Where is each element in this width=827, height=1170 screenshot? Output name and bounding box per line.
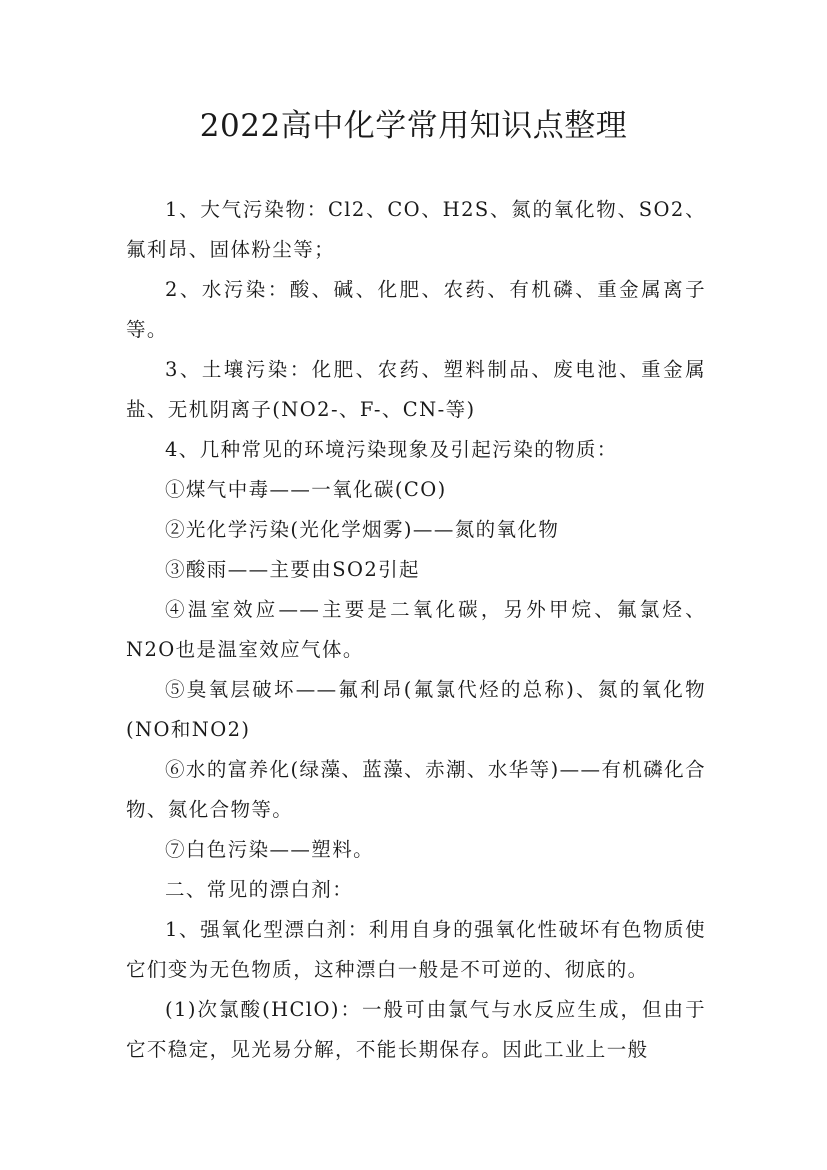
paragraph: ④温室效应——主要是二氧化碳，另外甲烷、氟氯烃、N2O也是温室效应气体。 [126,598,706,661]
paragraph: ②光化学污染(光化学烟雾)——氮的氧化物 [165,518,560,541]
paragraph: ⑤臭氧层破坏——氟利昂(氟氯代烃的总称)、氮的氧化物(NO和NO2) [126,678,706,741]
paragraph: 3、土壤污染：化肥、农药、塑料制品、废电池、重金属盐、无机阴离子(NO2-、F-、CN-等) [126,358,706,421]
paragraph: 4、几种常见的环境污染现象及引起污染的物质： [165,438,618,461]
paragraph: ①煤气中毒——一氧化碳(CO) [165,478,447,501]
document-body [126,190,706,1070]
paragraph: 2、水污染：酸、碱、化肥、农药、有机磷、重金属离子等。 [126,278,706,341]
paragraph: ⑥水的富养化(绿藻、蓝藻、赤潮、水华等)——有机磷化合物、氮化合物等。 [126,758,706,821]
document-title: 2022高中化学常用知识点整理 [199,108,628,144]
paragraph: 二、常见的漂白剂： [165,878,354,901]
paragraph: (1)次氯酸(HClO)：一般可由氯气与水反应生成，但由于它不稳定，见光易分解，不能长期保存。因此工业上一般 [126,998,706,1061]
paragraph: ③酸雨——主要由SO2引起 [165,558,420,581]
paragraph: 1、强氧化型漂白剂：利用自身的强氧化性破坏有色物质使它们变为无色物质，这种漂白一般是不可逆的、彻底的。 [126,918,706,981]
paragraph: 1、大气污染物：Cl2、CO、H2S、氮的氧化物、SO2、氟利昂、固体粉尘等； [126,198,706,261]
paragraph: ⑦白色污染——塑料。 [165,838,375,861]
